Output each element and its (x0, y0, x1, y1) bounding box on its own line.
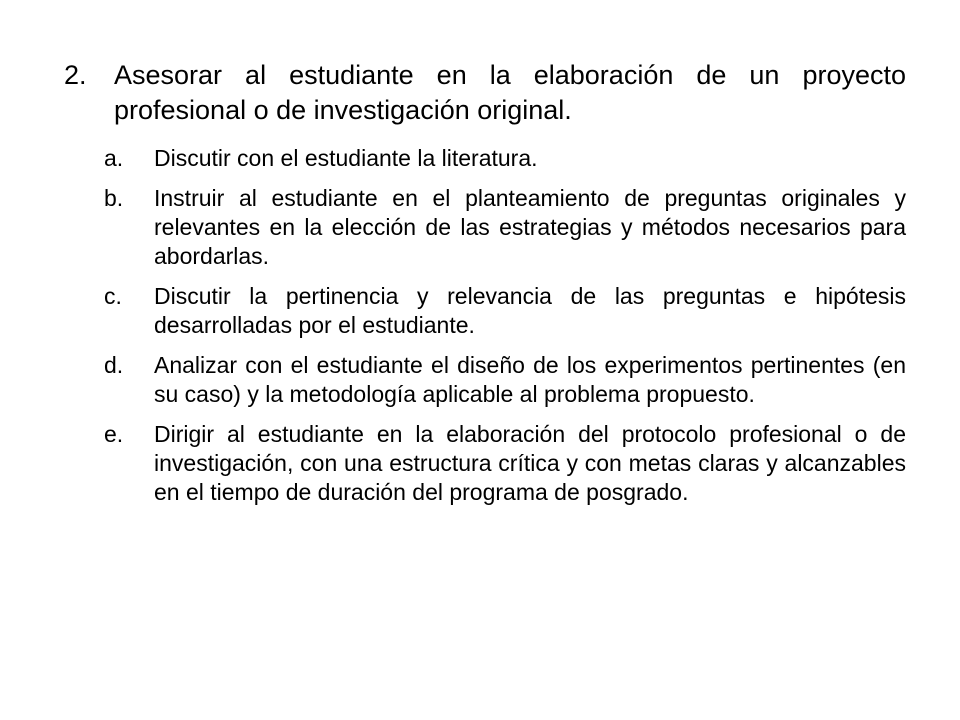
sub-item-letter: c. (104, 283, 122, 309)
main-item-number: 2. (64, 60, 87, 90)
sub-item-letter: d. (104, 352, 124, 378)
sub-item-text: Dirigir al estudiante en la elaboración del protocolo profesional o de investigación, con una estructura crítica y con metas claras y alcanzables en el tiempo de duración del programa de posgrado. (154, 421, 906, 505)
sub-list (104, 144, 906, 518)
sub-list-item-a (104, 144, 906, 173)
sub-list-item-b (104, 184, 906, 271)
main-list-item (64, 58, 906, 128)
sub-list-item-c (104, 282, 906, 340)
sub-list-item-d (104, 351, 906, 409)
sub-item-letter: e. (104, 421, 124, 447)
sub-item-letter: a. (104, 145, 124, 171)
sub-item-letter: b. (104, 185, 124, 211)
sub-item-text: Instruir al estudiante en el planteamiento de preguntas originales y relevantes en la elección de las estrategias y métodos necesarios para abordarlas. (154, 185, 906, 269)
sub-list-item-e (104, 420, 906, 507)
sub-item-text: Discutir la pertinencia y relevancia de las preguntas e hipótesis desarrolladas por el estudiante. (154, 283, 906, 338)
sub-item-text: Analizar con el estudiante el diseño de los experimentos pertinentes (en su caso) y la metodología aplicable al problema propuesto. (154, 352, 906, 407)
main-item-text: Asesorar al estudiante en la elaboración de un proyecto profesional o de investigación original. (114, 60, 906, 125)
sub-item-text: Discutir con el estudiante la literatura. (154, 145, 538, 171)
